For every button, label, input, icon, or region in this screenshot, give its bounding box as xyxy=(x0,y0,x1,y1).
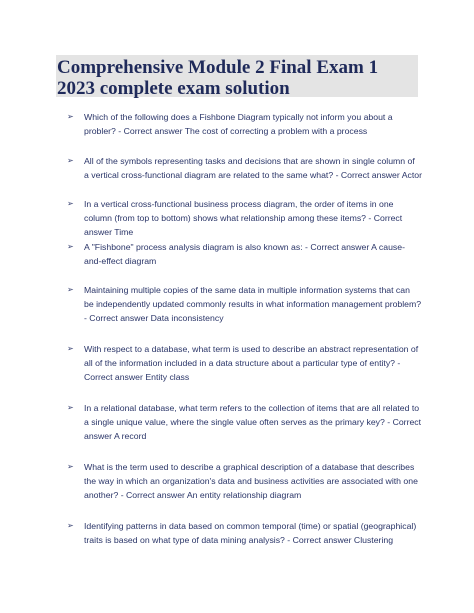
question-text: In a relational database, what term refers to the collection of items that are all related to a single unique value, where the single value often serves as the primary key? - Correct answer A record xyxy=(84,403,422,441)
arrow-bullet-icon: ➢ xyxy=(67,156,74,165)
question-text: In a vertical cross-functional business process diagram, the order of items in one column (from top to bottom) shows what relationship among these items? - Correct answer Time xyxy=(84,199,403,237)
list-item xyxy=(67,110,422,143)
list-item xyxy=(67,283,422,333)
list-item xyxy=(67,197,422,237)
list-item xyxy=(67,401,422,451)
document-title: Comprehensive Module 2 Final Exam 1 2023 complete exam solution xyxy=(57,57,379,99)
arrow-bullet-icon: ➢ xyxy=(67,242,74,251)
arrow-bullet-icon: ➢ xyxy=(67,462,74,471)
question-text: Identifying patterns in data based on common temporal (time) or spatial (geographical) traits is based on what type of data mining analysis? - Correct answer Clustering xyxy=(84,521,417,545)
question-text: Maintaining multiple copies of the same data in multiple information systems that can be independently updated commonly results in what information management problem? - Correct answer Data inconsistency xyxy=(84,285,422,323)
question-text: A "Fishbone" process analysis diagram is also known as: - Correct answer A cause-and-effect diagram xyxy=(84,242,405,266)
question-text: With respect to a database, what term is used to describe an abstract representation of all of the information included in a data structure about a particular type of entity? - Correct answer Entity class xyxy=(84,344,419,382)
list-item xyxy=(67,240,422,274)
arrow-bullet-icon: ➢ xyxy=(67,112,74,121)
list-item xyxy=(67,154,422,188)
question-list xyxy=(67,110,422,553)
list-item xyxy=(67,519,422,553)
question-text: All of the symbols representing tasks and decisions that are shown in single column of a vertical cross-functional diagram are related to the same what? - Correct answer Actor xyxy=(84,156,422,180)
arrow-bullet-icon: ➢ xyxy=(67,199,74,208)
arrow-bullet-icon: ➢ xyxy=(67,521,74,530)
list-item xyxy=(67,460,422,510)
arrow-bullet-icon: ➢ xyxy=(67,403,74,412)
question-text: What is the term used to describe a graphical description of a database that describes the way in which an organization's data and business activities are associated with one another? - Correct answer An entity relationship diagram xyxy=(84,462,418,500)
arrow-bullet-icon: ➢ xyxy=(67,285,74,294)
arrow-bullet-icon: ➢ xyxy=(67,344,74,353)
list-item xyxy=(67,342,422,392)
question-text: Which of the following does a Fishbone Diagram typically not inform you about a probler? - Correct answer The cost of correcting a problem with a process xyxy=(84,112,393,136)
